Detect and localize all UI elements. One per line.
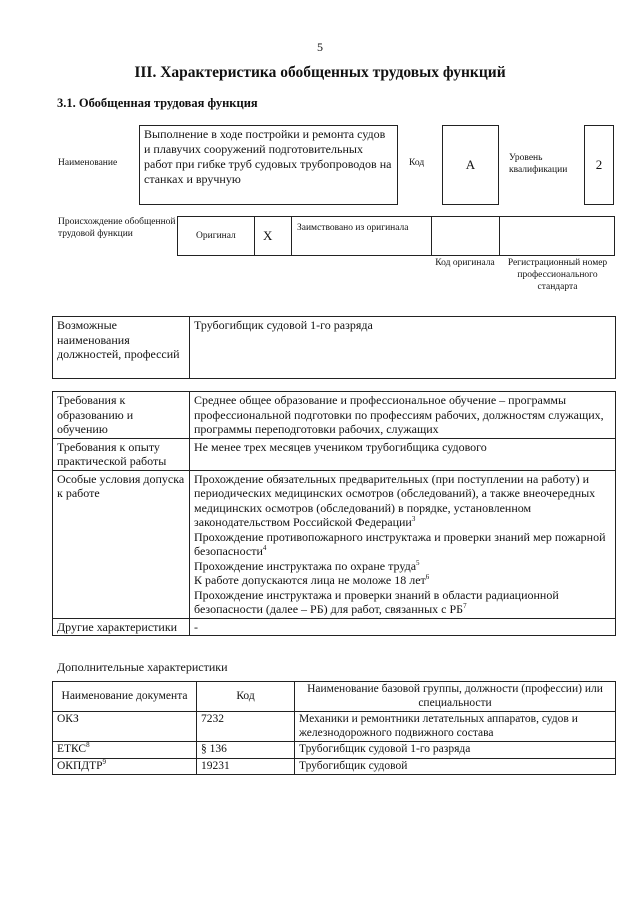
additional-header-row <box>53 682 616 712</box>
header-code: Код <box>197 682 295 712</box>
doc-cell: ЕТКС$^8$ <box>53 742 197 759</box>
table-row <box>53 742 616 759</box>
footnote-mark: 8 <box>86 741 90 750</box>
name-cell: Трубогибщик судовой <box>295 758 616 775</box>
header-name: Наименование базовой группы, должности (профессии) или специальности <box>295 682 616 712</box>
code-cell: § 136 <box>197 742 295 759</box>
footnote-mark: 4 <box>262 544 267 552</box>
footnote-mark: 9 <box>102 757 107 766</box>
original-mark: X <box>263 228 273 243</box>
footnote-mark: 7 <box>463 602 467 610</box>
code-label: Код <box>409 158 425 168</box>
code-original-caption: Код оригинала <box>435 258 495 268</box>
positions-label: Возможные наименования должностей, профессий <box>53 317 190 379</box>
original-label: Оригинал <box>196 231 236 241</box>
requirements-table <box>52 391 616 636</box>
condition-line: Прохождение противопожарного инструктажа и проверки знаний мер пожарной безопасности <box>194 529 606 558</box>
condition-line: Прохождение обязательных предварительных (при поступлении на работу) и периодических медицинских осмотров (обследований), а также внеочередных медицинских осмотров (обследований) в порядке, установленном законодательством Российской Федерации <box>194 471 596 529</box>
requirement-label: Требования к образованию и обучению <box>53 392 190 439</box>
name-cell: Трубогибщик судовой 1-го разряда <box>295 742 616 759</box>
section-title: III. Характеристика обобщенных трудовых функций <box>134 64 506 81</box>
header-document: Наименование документа <box>53 682 197 712</box>
footnote-mark: 3 <box>411 515 416 523</box>
table-row <box>53 712 616 742</box>
condition-line: К работе допускаются лица не моложе 18 лет <box>194 573 426 587</box>
requirement-row <box>53 470 616 618</box>
requirement-row <box>53 392 616 439</box>
subsection-title: 3.1. Обобщенная трудовая функция <box>57 96 258 110</box>
requirement-value: - <box>190 618 616 636</box>
doc-cell: ОКПДТР$^9$ <box>53 758 197 775</box>
requirement-value <box>190 470 616 618</box>
level-value: 2 <box>584 125 614 205</box>
requirement-label: Другие характеристики <box>53 618 190 636</box>
reg-number-caption: Регистрационный номер профессионального стандарта <box>507 258 608 292</box>
condition-line: Прохождение инструктажа по охране труда <box>194 558 417 573</box>
name-cell: Механики и ремонтники летательных аппаратов, судов и железнодорожного подвижного состава <box>295 712 616 742</box>
requirement-label: Требования к опыту практической работы <box>53 438 190 470</box>
table-row <box>53 758 616 775</box>
page-number: 5 <box>317 40 323 54</box>
doc-cell: ОКЗ <box>53 712 197 742</box>
name-value: Выполнение в ходе постройки и ремонта судов и плавучих сооружений подготовительных работ при гибке труб судовых трубопроводов на станках и вручную <box>139 125 398 205</box>
level-label: Уровень квалификации <box>509 153 568 175</box>
requirement-value: Среднее общее образование и профессиональное обучение – программы профессиональной подготовки по профессиям рабочих, должностям служащих, программы переподготовки рабочих, служащих <box>190 392 616 439</box>
requirement-label: Особые условия допуска к работе <box>53 470 190 618</box>
condition-line: Прохождение инструктажа и проверки знаний в области радиационной безопасности (далее – РБ) для работ, связанных с РБ <box>194 587 559 616</box>
additional-table <box>52 681 616 775</box>
code-cell: 7232 <box>197 712 295 742</box>
code-value: A <box>442 125 499 205</box>
footnote-mark: 6 <box>425 573 430 581</box>
name-label: Наименование <box>58 158 118 168</box>
positions-value: Трубогибщик судовой 1-го разряда <box>190 317 616 379</box>
requirement-row <box>53 438 616 470</box>
additional-title: Дополнительные характеристики <box>57 660 228 674</box>
code-cell: 19231 <box>197 758 295 775</box>
borrowed-label: Заимствовано из оригинала <box>297 223 409 233</box>
requirement-row <box>53 618 616 636</box>
footnote-mark: 5 <box>416 558 420 567</box>
origin-label: Происхождение обобщенной трудовой функции <box>58 217 176 239</box>
positions-table <box>52 316 616 379</box>
requirement-value: Не менее трех месяцев учеником трубогибщика судового <box>190 438 616 470</box>
